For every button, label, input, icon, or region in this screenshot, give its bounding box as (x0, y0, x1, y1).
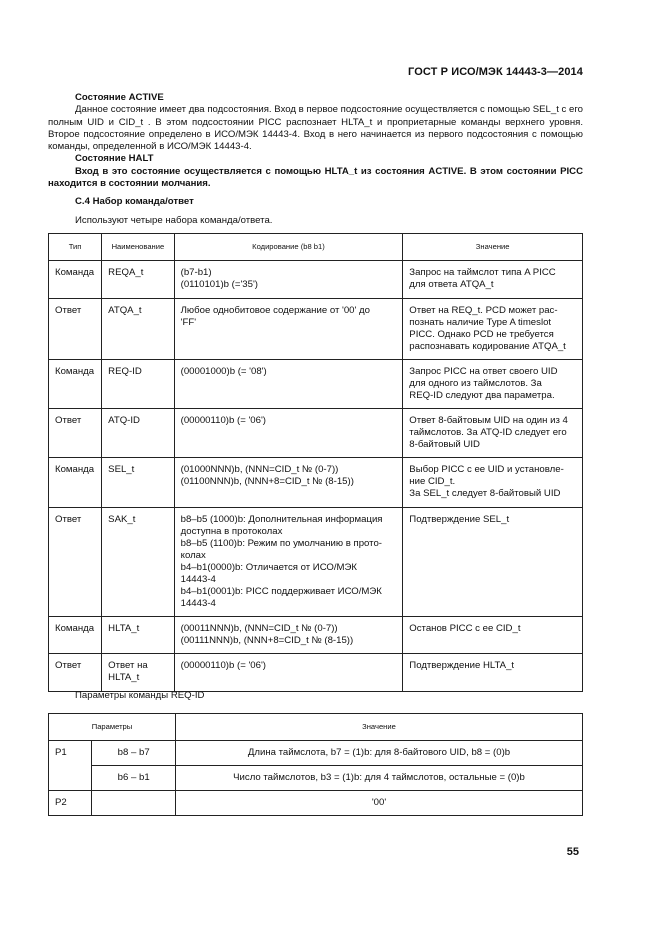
cell-value: Останов PICC с ее CID_t (403, 617, 583, 654)
params-title: Параметры команды REQ-ID (75, 690, 205, 701)
cell-code: (00000110)b (= '06') (174, 409, 403, 458)
header-name: Наименование (102, 234, 174, 261)
cell-bits: b6 – b1 (92, 766, 176, 791)
table-row (49, 766, 583, 791)
active-text: Данное состояние имеет два подсостояния. Вход в первое подсостояние осуществляется с помощью SEL_t с его полным UID и CID_t . В этом подсостоянии PICC распознает HLTA_t и проприетарные команды верхнего уровня. Второе подсостояние определено в ИСО/МЭК 14443-4. Вход в него начинается из первого подсостояния с помощью команды, определенной в ИСО/МЭК 14443-4. (48, 104, 583, 153)
halt-title: Состояние HALT (75, 153, 154, 165)
command-response-table (48, 233, 583, 692)
cell-value: Выбор PICC с ее UID и установле- ние CID_t. За SEL_t следует 8-байтовый UID (403, 458, 583, 508)
cell-value: Запрос PICC на ответ своего UID для одного из таймслотов. За REQ-ID следуют два параметра. (403, 360, 583, 409)
cell-code: (01000NNN)b, (NNN=CID_t № (0-7)) (01100NNN)b, (NNN+8=CID_t № (8-15)) (174, 458, 403, 508)
section-title: С.4 Набор команда/ответ (75, 196, 194, 208)
table-row (49, 360, 583, 409)
cell-param-value: Длина таймслота, b7 = (1)b: для 8-байтового UID, b8 = (0)b (176, 741, 583, 766)
document-header: ГОСТ Р ИСО/МЭК 14443-3—2014 (408, 66, 583, 78)
cell-code: Любое однобитовое содержание от '00' до 'FF' (174, 299, 403, 360)
cell-type: Ответ (49, 409, 102, 458)
cell-name: ATQA_t (102, 299, 174, 360)
page-number: 55 (566, 846, 579, 858)
halt-text: Вход в это состояние осуществляется с помощью HLTA_t из состояния ACTIVE. В этом состоянии PICC находится в состоянии молчания. (48, 165, 583, 190)
cell-name: SEL_t (102, 458, 174, 508)
cell-value: Ответ на REQ_t. PCD может рас- познать наличие Type A timeslot PICC. Однако PCD не требуется распознавать кодирование ATQA_t (403, 299, 583, 360)
req-id-params-table (48, 713, 583, 816)
table-header-row (49, 234, 583, 261)
cell-code: (b7-b1) (0110101)b (='35') (174, 261, 403, 299)
cell-name: HLTA_t (102, 617, 174, 654)
cell-value: Запрос на таймслот типа A PICC для ответа ATQA_t (403, 261, 583, 299)
cell-type: Ответ (49, 654, 102, 692)
table-row (49, 261, 583, 299)
active-title: Состояние ACTIVE (75, 92, 164, 103)
cell-name: REQ-ID (102, 360, 174, 409)
cell-code: (00001000)b (= '08') (174, 360, 403, 409)
section-intro: Используют четыре набора команда/ответа. (75, 214, 273, 226)
table-row (49, 508, 583, 617)
cell-value: Подтверждение HLTA_t (403, 654, 583, 692)
cell-type: Команда (49, 261, 102, 299)
header-value: Значение (403, 234, 583, 261)
cell-type: Команда (49, 360, 102, 409)
cell-name: ATQ-ID (102, 409, 174, 458)
cell-name: REQA_t (102, 261, 174, 299)
cell-value: Ответ 8-байтовым UID на один из 4 таймслотов. За ATQ-ID следует его 8-байтовый UID (403, 409, 583, 458)
table-row (49, 299, 583, 360)
cell-bits (92, 791, 176, 816)
cell-code: b8–b5 (1000)b: Дополнительная информация доступна в протоколах b8–b5 (1100)b: Режим по умолчанию в прото- колах b4–b1(0000)b: Отличается от ИСО/МЭК 14443-4 b4–b1(0001)b: PICC поддерживает ИСО/МЭК 14443-4 (174, 508, 403, 617)
cell-type: Ответ (49, 508, 102, 617)
table-row (49, 617, 583, 654)
cell-type: Ответ (49, 299, 102, 360)
header-coding: Кодирование (b8 b1) (174, 234, 403, 261)
cell-param: P2 (49, 791, 92, 816)
cell-type: Команда (49, 617, 102, 654)
table-row (49, 458, 583, 508)
table-row (49, 741, 583, 766)
cell-value: Подтверждение SEL_t (403, 508, 583, 617)
params-header-params: Параметры (49, 714, 176, 741)
cell-param: P1 (49, 741, 92, 791)
table-row (49, 654, 583, 692)
params-header-value: Значение (176, 714, 583, 741)
cell-param-value: '00' (176, 791, 583, 816)
cell-bits: b8 – b7 (92, 741, 176, 766)
body-text (48, 92, 583, 227)
table-row (49, 409, 583, 458)
params-header-row (49, 714, 583, 741)
cell-param-value: Число таймслотов, b3 = (1)b: для 4 таймслотов, остальные = (0)b (176, 766, 583, 791)
cell-name: Ответ на HLTA_t (102, 654, 174, 692)
cell-code: (00011NNN)b, (NNN=CID_t № (0-7)) (00111NNN)b, (NNN+8=CID_t № (8-15)) (174, 617, 403, 654)
cell-code: (00000110)b (= '06') (174, 654, 403, 692)
table-row (49, 791, 583, 816)
cell-type: Команда (49, 458, 102, 508)
header-type: Тип (49, 234, 102, 261)
cell-name: SAK_t (102, 508, 174, 617)
